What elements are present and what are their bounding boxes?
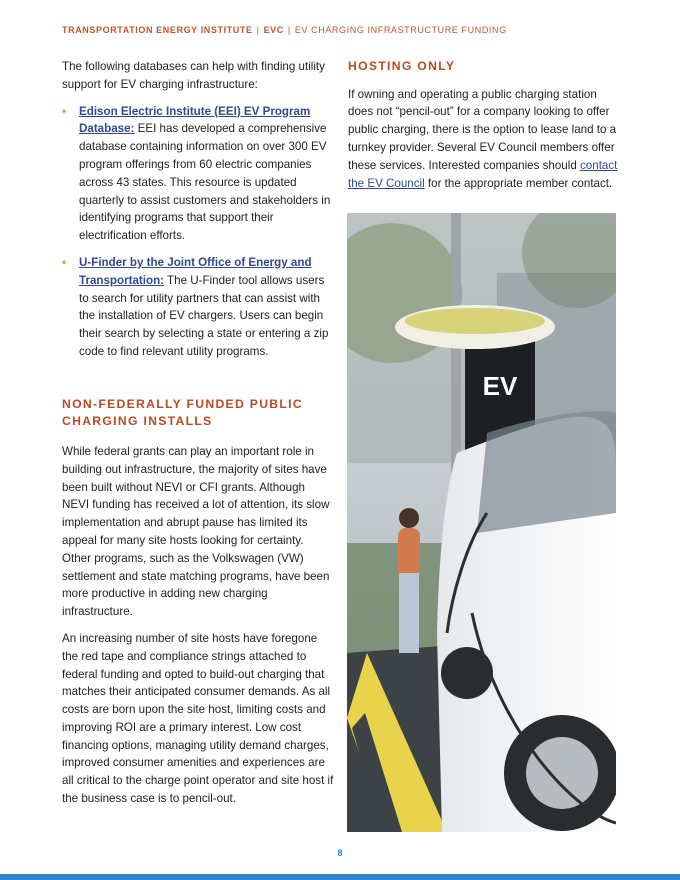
hosting-text-end: for the appropriate member contact.: [424, 176, 613, 190]
header-separator: |: [287, 25, 291, 35]
hosting-paragraph: [348, 86, 618, 193]
left-column: [62, 58, 334, 817]
running-header: [62, 25, 507, 35]
header-section: EV CHARGING INFRASTRUCTURE FUNDING: [294, 25, 507, 35]
hosting-text: If owning and operating a public charging station does not “pencil-out” for a company looking to offer public charging, there is the option to lease land to a turnkey provider. Several EV Council members offer these services. Interested companies should: [348, 87, 617, 172]
page-number: 8: [337, 848, 343, 858]
list-item-text: The U-Finder tool allows users to search for utility partners that can assist with the installation of EV chargers. Users can begin their search by selecting a state or entering a zip code to find relevant utility programs.: [79, 273, 329, 358]
u-finder-link[interactable]: U-Finder by the Joint Office of Energy and Transportation:: [79, 255, 312, 287]
section-heading-non-federal: NON-FEDERALLY FUNDED PUBLIC CHARGING INSTALLS: [62, 396, 303, 429]
right-column: [348, 58, 618, 201]
eei-database-link[interactable]: Edison Electric Institute (EEI) EV Program Database:: [79, 104, 311, 136]
body-paragraph: While federal grants can play an important role in building out infrastructure, the majority of sites have been built without NEVI or CFI grants. Although NEVI funding has received a lot of attention, its slow implementation and abrupt pause has limited its appeal for many site hosts looking for certainty. Other programs, such as the Volkswagen (VW) settlement and state matching programs, have been more productive in adding new charging infrastructure.: [62, 444, 330, 619]
header-brand: EVC: [263, 25, 284, 35]
list-item: [62, 254, 334, 361]
body-paragraph: An increasing number of site hosts have foregone the red tape and compliance strings attached to federal funding and opted to build-out charging that matches their anticipated consumer demands. As all costs are born upon the site host, limiting costs and improving ROI are a primary interest. Low cost financing options, managing utility demand charges, improved consumer amenities and experiences are all critical to the charge point operator and site host if the business case is to pencil-out.: [62, 631, 334, 806]
intro-paragraph: The following databases can help with finding utility support for EV charging infrastructure:: [62, 60, 325, 91]
list-item-text: EEI has developed a comprehensive database containing information on over 300 EV program offerings from 60 electric companies across 43 states. This resource is updated quarterly to assist customers and stakeholders in identifying programs that support their electrification efforts.: [79, 122, 331, 243]
contact-ev-council-link[interactable]: contact the EV Council: [348, 158, 618, 190]
database-list: [62, 103, 334, 361]
bullet-icon: •: [62, 104, 67, 118]
charger-logo: EV: [482, 371, 518, 401]
bullet-icon: •: [62, 255, 67, 269]
ev-charging-photo: [347, 213, 616, 832]
footer-bar: [0, 874, 680, 880]
header-org: TRANSPORTATION ENERGY INSTITUTE: [62, 25, 253, 35]
header-separator: |: [256, 25, 260, 35]
section-heading-hosting-only: HOSTING ONLY: [348, 59, 456, 73]
ev-charging-illustration: [347, 213, 616, 832]
list-item: [62, 103, 334, 245]
